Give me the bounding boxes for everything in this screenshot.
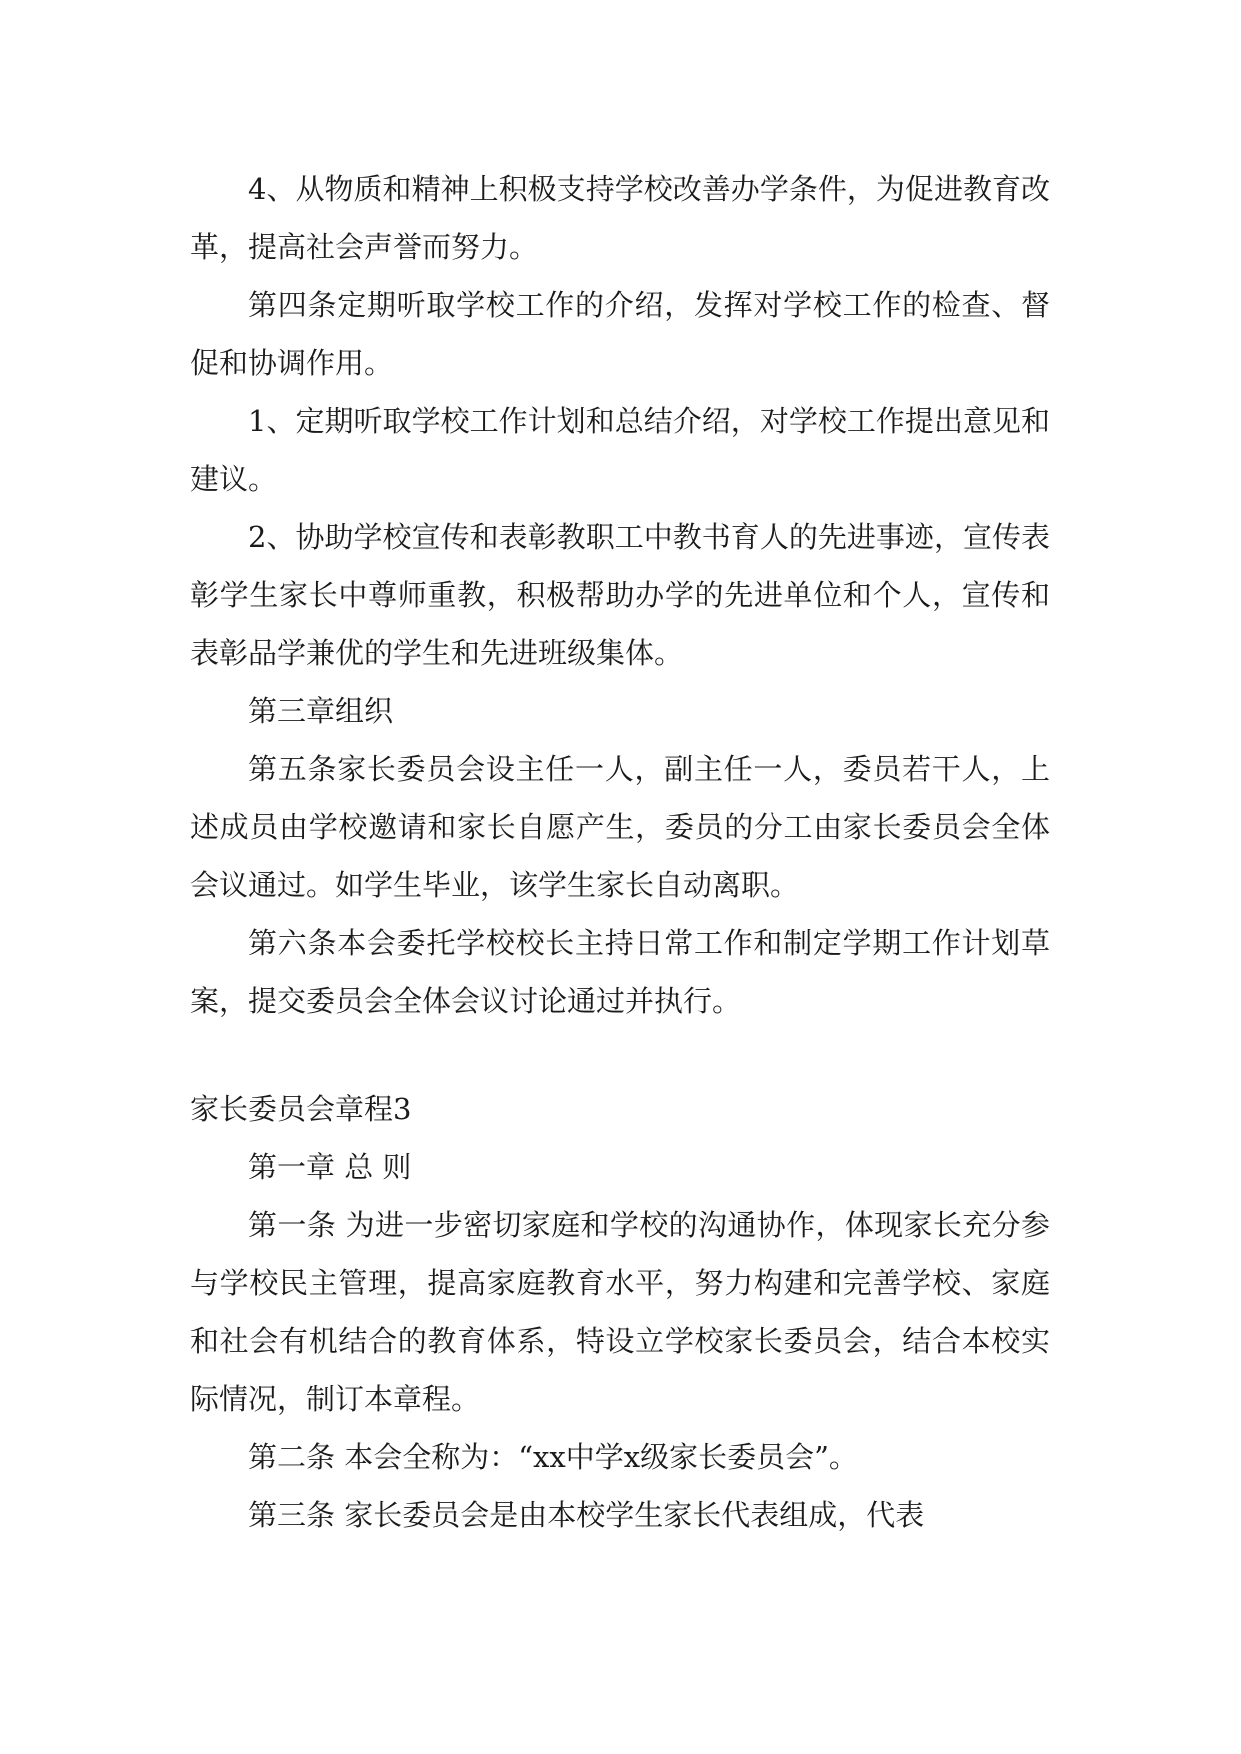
paragraph-article-4: 第四条定期听取学校工作的介绍，发挥对学校工作的检查、督促和协调作用。 (190, 288, 1050, 380)
document-body (190, 160, 1050, 1544)
paragraph-article-1: 第一条 为进一步密切家庭和学校的沟通协作，体现家长充分参与学校民主管理，提高家庭教育水平，努力构建和完善学校、家庭和社会有机结合的教育体系，特设立学校家长委员会，结合本校实际情况，制订本章程。 (190, 1208, 1050, 1416)
section-title: 家长委员会章程3 (190, 1092, 412, 1126)
paragraph-article-5: 第五条家长委员会设主任一人，副主任一人，委员若干人，上述成员由学校邀请和家长自愿产生，委员的分工由家长委员会全体会议通过。如学生毕业，该学生家长自动离职。 (190, 752, 1050, 902)
paragraph-article-3: 第三条 家长委员会是由本校学生家长代表组成，代表 (248, 1498, 925, 1532)
chapter-heading-organization: 第三章组织 (248, 694, 394, 728)
paragraph-item-2: 2、协助学校宣传和表彰教职工中教书育人的先进事迹，宣传表彰学生家长中尊师重教，积极帮助办学的先进单位和个人，宣传和表彰品学兼优的学生和先进班级集体。 (190, 520, 1050, 670)
chapter-heading-general: 第一章 总 则 (248, 1150, 412, 1184)
paragraph-article-6: 第六条本会委托学校校长主持日常工作和制定学期工作计划草案，提交委员会全体会议讨论通过并执行。 (190, 926, 1050, 1018)
paragraph-item-4: 4、从物质和精神上积极支持学校改善办学条件，为促进教育改革，提高社会声誉而努力。 (190, 172, 1050, 264)
paragraph-item-1: 1、定期听取学校工作计划和总结介绍，对学校工作提出意见和建议。 (190, 404, 1050, 496)
paragraph-article-2: 第二条 本会全称为：“xx中学x级家长委员会”。 (248, 1440, 858, 1474)
section-spacer (190, 1030, 1050, 1080)
